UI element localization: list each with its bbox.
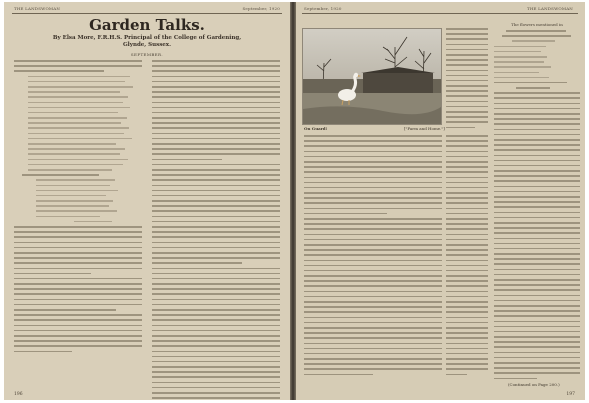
left-page <box>4 2 290 400</box>
article-byline-place: Glynde, Sussex. <box>122 42 171 48</box>
text-column-2 <box>152 60 280 400</box>
article-byline: By Elsa More, F.R.H.S. Principal of the College of Gardening, <box>52 35 242 41</box>
continued-note: (Continued on Page 200.) <box>508 382 560 387</box>
sidebar-lines <box>494 30 580 379</box>
photo-caption: On Guard! <box>304 126 328 131</box>
section-heading: SEPTEMBER. <box>130 52 164 57</box>
running-header-date-right: September, 1920 <box>304 6 342 11</box>
running-header-left: THE LANDSWOMAN <box>14 6 61 11</box>
article-title: Garden Talks. <box>89 16 205 34</box>
sidebar-heading: The flowers mentioned in <box>511 22 563 27</box>
text-column-4 <box>446 135 488 379</box>
header-rule-right <box>302 13 578 14</box>
page-number-left: 196 <box>14 392 23 397</box>
running-header-date: September, 1920 <box>242 6 280 11</box>
photo-credit: ["Farm and Home."] <box>404 126 445 131</box>
text-column-1 <box>14 60 142 356</box>
text-column-3-top <box>446 28 488 132</box>
photo-image <box>303 29 441 124</box>
right-page <box>296 2 585 400</box>
goose-photograph <box>302 28 442 125</box>
running-header-right: THE LANDSWOMAN <box>526 6 573 11</box>
text-column-3 <box>304 135 442 379</box>
header-rule <box>12 13 282 14</box>
magazine-spread <box>4 2 585 400</box>
sidebar-column <box>494 22 580 383</box>
page-number-right: 197 <box>566 392 575 397</box>
